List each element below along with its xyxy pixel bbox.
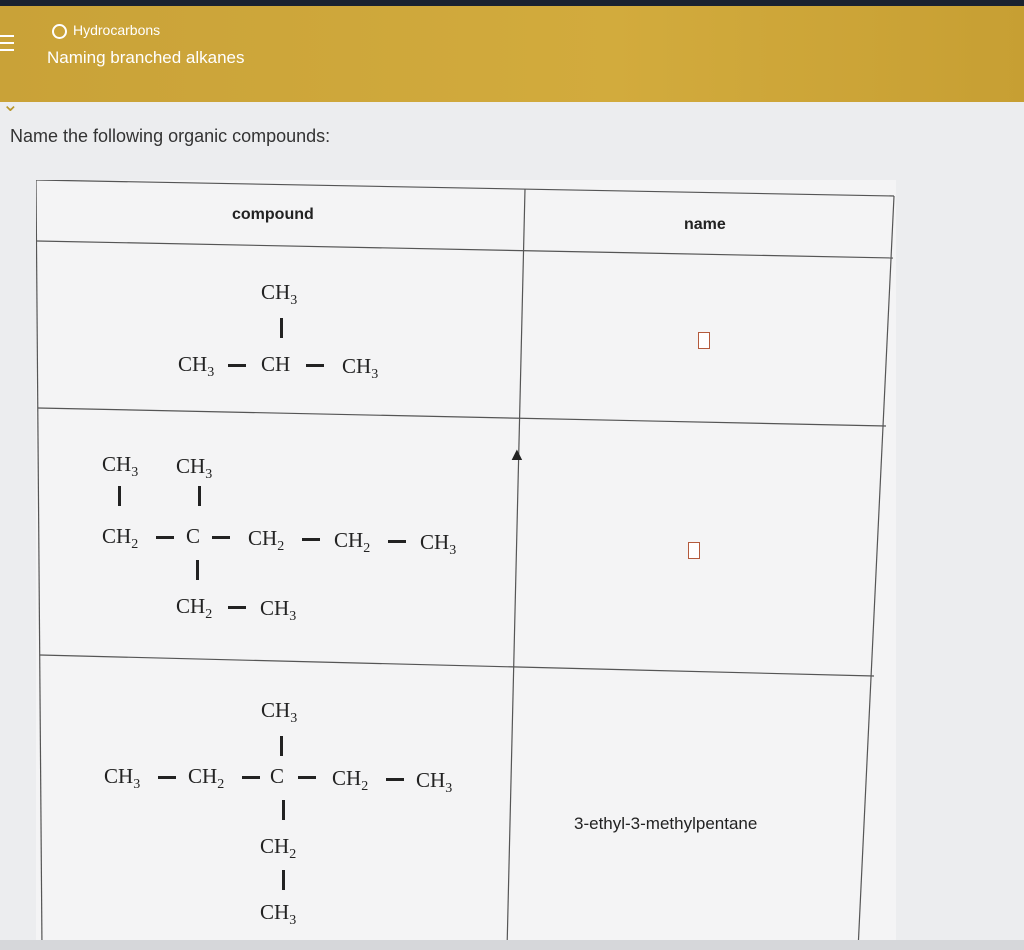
bottom-strip <box>0 940 1024 950</box>
chem-group: $CH_3$ <box>261 698 298 726</box>
question-prompt: Name the following organic compounds: <box>10 126 331 146</box>
bond-horizontal <box>228 364 246 367</box>
chem-group: $CH_2$ <box>334 528 371 556</box>
chem-group: C <box>186 524 201 548</box>
bond-vertical <box>280 736 283 756</box>
chevron-down-icon[interactable]: ⌄ <box>2 94 19 116</box>
bond-horizontal <box>242 776 260 779</box>
chem-group: $CH_2$ <box>260 834 297 862</box>
topic-circle-icon <box>52 24 67 39</box>
bond-horizontal <box>212 536 230 539</box>
chem-group: $CH_2$ <box>248 526 285 554</box>
bond-horizontal <box>388 540 406 543</box>
topic-label: Hydrocarbons <box>73 22 161 38</box>
answer-input[interactable] <box>688 542 700 559</box>
page-title: Naming branched alkanes <box>47 48 245 67</box>
bond-horizontal <box>228 606 246 609</box>
header-bar <box>0 6 1024 102</box>
chem-group: C <box>270 764 285 788</box>
chem-group: $CH_3$ <box>260 596 297 624</box>
chem-group: $CH_3$ <box>102 452 139 480</box>
bond-vertical <box>282 800 285 820</box>
header-name: name <box>684 216 726 233</box>
bond-vertical <box>196 560 199 580</box>
table-grid <box>36 180 896 950</box>
bond-horizontal <box>158 776 176 779</box>
chem-group: $CH_2$ <box>332 766 369 794</box>
table-background <box>36 180 896 950</box>
chem-group: $CH_3$ <box>104 764 141 792</box>
chem-group: $CH_3$ <box>176 454 213 482</box>
chem-group: $CH_2$ <box>102 524 139 552</box>
bond-horizontal <box>386 778 404 781</box>
chem-group: $CH_3$ <box>342 354 379 382</box>
chem-group: $CH_3$ <box>416 768 453 796</box>
chem-group: $CH_2$ <box>176 594 213 622</box>
menu-icon[interactable] <box>0 30 16 62</box>
bond-vertical <box>282 870 285 890</box>
chem-group: $CH_3$ <box>178 352 215 380</box>
bond-vertical <box>198 486 201 506</box>
bond-horizontal <box>306 364 324 367</box>
chem-group: $CH_3$ <box>261 280 298 308</box>
bond-vertical <box>280 318 283 338</box>
compound-table <box>36 180 896 950</box>
chem-group: $CH_2$ <box>188 764 225 792</box>
bond-horizontal <box>302 538 320 541</box>
mouse-cursor-icon: ▲ <box>508 444 526 464</box>
chem-group: $CH_3$ <box>420 530 457 558</box>
answer-value[interactable]: 3-ethyl-3-methylpentane <box>574 814 758 833</box>
header-compound: compound <box>232 206 314 223</box>
chem-group: $CH_3$ <box>260 900 297 928</box>
bond-horizontal <box>156 536 174 539</box>
bond-horizontal <box>298 776 316 779</box>
chem-group: CH <box>261 352 291 376</box>
answer-input[interactable] <box>698 332 710 349</box>
bond-vertical <box>118 486 121 506</box>
